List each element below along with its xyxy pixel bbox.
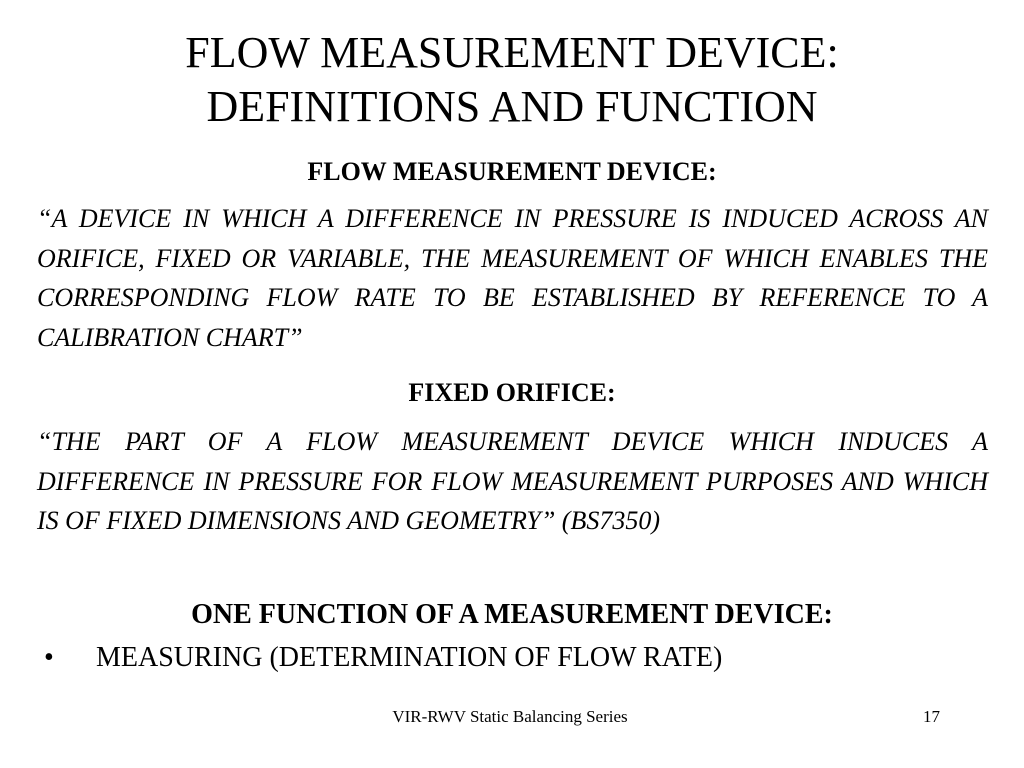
slide-title (60, 26, 964, 134)
bullet-marker: • (44, 642, 54, 673)
fixed-orifice-heading: FIXED ORIFICE: (408, 378, 616, 407)
slide-title-line-2: DEFINITIONS AND FUNCTION (206, 82, 818, 131)
flow-measurement-device-heading: FLOW MEASUREMENT DEVICE: (307, 157, 717, 186)
fixed-orifice-definition: “THE PART OF A FLOW MEASUREMENT DEVICE WHICH INDUCES A DIFFERENCE IN PRESSURE FOR FLOW MEASUREMENT PURPOSES AND WHICH IS OF FIXED DIMENSIONS AND GEOMETRY” (BS7350) (37, 427, 988, 535)
footer-series-title: VIR-RWV Static Balancing Series (392, 707, 628, 726)
flow-measurement-device-definition: “A DEVICE IN WHICH A DIFFERENCE IN PRESSURE IS INDUCED ACROSS AN ORIFICE, FIXED OR VARIABLE, THE MEASUREMENT OF WHICH ENABLES THE CORRESPONDING FLOW RATE TO BE ESTABLISHED BY REFERENCE TO A CALIBRATION CHART” (37, 204, 988, 352)
function-heading: ONE FUNCTION OF A MEASUREMENT DEVICE: (191, 599, 833, 630)
page-number: 17 (923, 707, 940, 726)
bullet-text: MEASURING (DETERMINATION OF FLOW RATE) (96, 642, 723, 673)
slide-title-line-1: FLOW MEASUREMENT DEVICE: (185, 28, 839, 77)
